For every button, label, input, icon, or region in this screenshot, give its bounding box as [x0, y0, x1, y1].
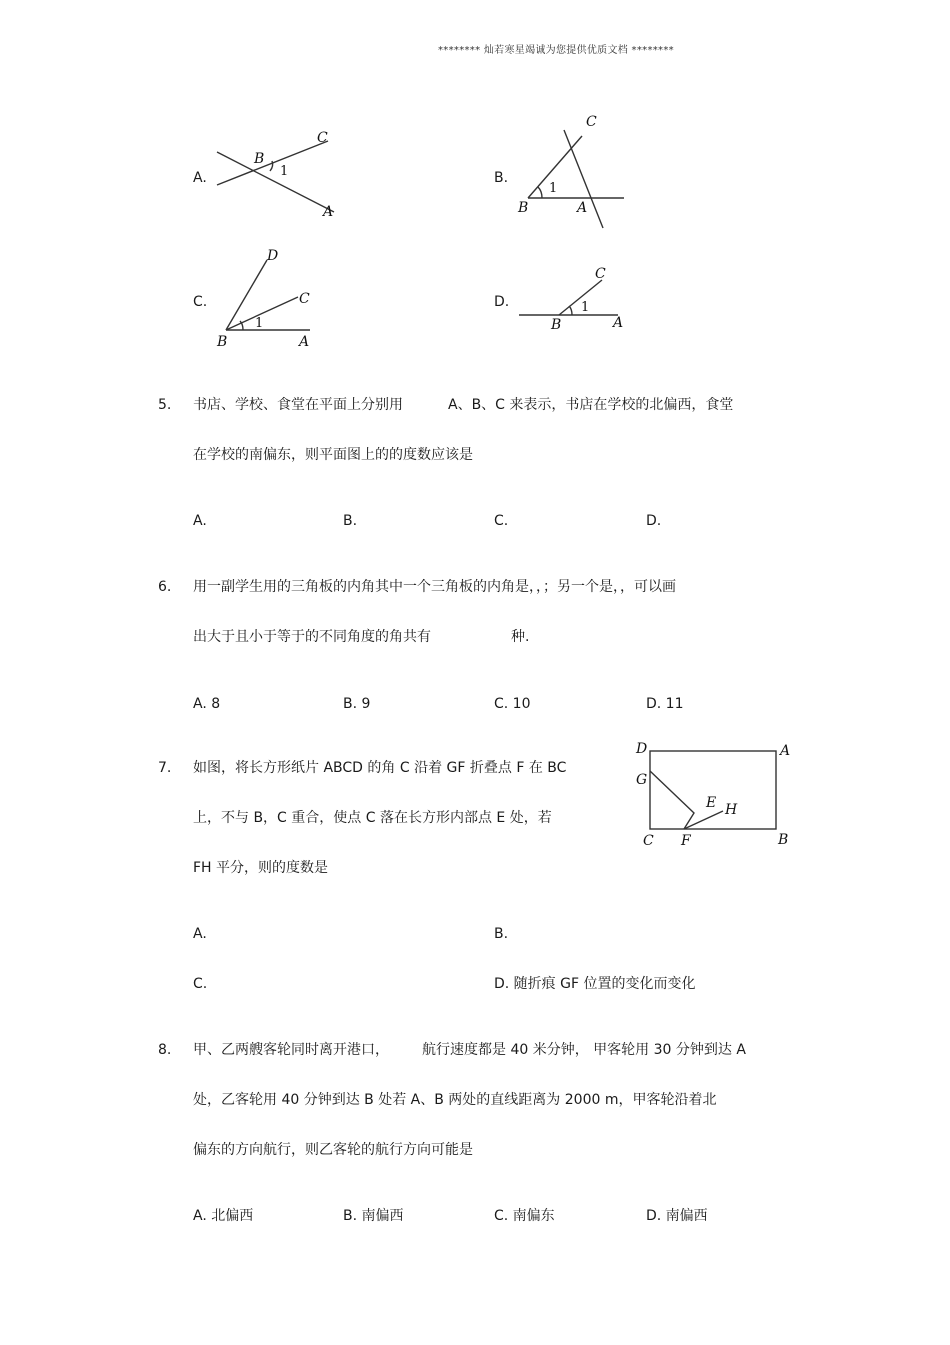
q6-text-2a: 出大于且小于等于的不同角度的角共有	[193, 629, 431, 645]
q8-option-c: C. 南偏东	[494, 1208, 555, 1224]
label-g: G	[636, 772, 648, 788]
label-a: A	[613, 315, 624, 331]
label-a: A	[780, 743, 791, 759]
label-b: B	[551, 317, 562, 333]
q6-option-a: A. 8	[193, 696, 221, 712]
q4-option-d: D.	[494, 294, 510, 310]
q7-option-b: B.	[494, 926, 509, 942]
q5-text-2: 在学校的南偏东，则平面图上的的度数应该是	[193, 447, 473, 463]
label-h: H	[725, 802, 738, 818]
label-d: D	[267, 248, 279, 264]
page-header: ******** 灿若寒星竭诚为您提供优质文档 ********	[438, 45, 674, 56]
q7-text-3: FH 平分，则的度数是	[193, 860, 329, 876]
q6-number: 6.	[158, 579, 172, 595]
q4-option-b: B.	[494, 170, 509, 186]
q8-text-1b: 航行速度都是 40 米分钟， 甲客轮用 30 分钟到达 A	[422, 1042, 746, 1058]
q4-figure-c	[212, 245, 322, 350]
q8-text-3: 偏东的方向航行，则乙客轮的航行方向可能是	[193, 1142, 473, 1158]
label-c: C	[299, 291, 310, 307]
q8-text-1a: 甲、乙两艘客轮同时离开港口，	[193, 1042, 389, 1058]
q8-option-b: B. 南偏西	[343, 1208, 404, 1224]
q5-text-1b: A、B、C 来表示，书店在学校的北偏西，食堂	[448, 397, 734, 413]
q7-option-a: A.	[193, 926, 207, 942]
label-b: B	[778, 832, 789, 848]
q8-text-2: 处，乙客轮用 40 分钟到达 B 处若 A、B 两处的直线距离为 2000 m，甲客轮沿着北	[193, 1092, 717, 1108]
q4-option-c: C.	[193, 294, 208, 310]
q8-option-d: D. 南偏西	[646, 1208, 708, 1224]
label-c: C	[595, 266, 606, 282]
label-angle-1: 1	[280, 164, 289, 179]
q7-option-d: D. 随折痕 GF 位置的变化而变化	[494, 976, 696, 992]
label-b: B	[217, 334, 228, 350]
q5-option-c: C.	[494, 513, 509, 529]
label-b: B	[518, 200, 529, 216]
label-c: C	[643, 833, 654, 849]
q4-option-a: A.	[193, 170, 207, 186]
q6-option-b: B. 9	[343, 696, 371, 712]
q6-option-d: D. 11	[646, 696, 684, 712]
q8-option-a: A. 北偏西	[193, 1208, 254, 1224]
q7-text-2: 上，不与 B，C 重合，使点 C 落在长方形内部点 E 处，若	[193, 810, 552, 826]
q7-option-c: C.	[193, 976, 208, 992]
label-c: C	[317, 130, 328, 146]
label-a: A	[577, 200, 588, 216]
label-b: B	[254, 151, 265, 167]
q6-text-2b: 种.	[511, 629, 530, 645]
label-angle-1: 1	[581, 300, 590, 315]
q4-figure-b	[514, 110, 629, 232]
q5-text-1a: 书店、学校、食堂在平面上分别用	[193, 397, 403, 413]
q8-number: 8.	[158, 1042, 172, 1058]
q6-option-c: C. 10	[494, 696, 531, 712]
label-a: A	[299, 334, 310, 350]
label-angle-1: 1	[549, 181, 558, 196]
q7-figure-rectangle	[632, 738, 797, 853]
q5-option-d: D.	[646, 513, 662, 529]
q5-number: 5.	[158, 397, 172, 413]
q5-option-b: B.	[343, 513, 358, 529]
label-a: A	[323, 204, 334, 220]
q4-figure-d	[514, 260, 629, 335]
label-c: C	[586, 114, 597, 130]
q6-text-1: 用一副学生用的三角板的内角其中一个三角板的内角是，，；另一个是，，可以画	[193, 579, 676, 595]
q5-option-a: A.	[193, 513, 207, 529]
label-e: E	[706, 795, 717, 811]
q7-text-1: 如图，将长方形纸片 ABCD 的角 C 沿着 GF 折叠点 F 在 BC	[193, 760, 567, 776]
q4-figure-a	[212, 125, 342, 220]
label-d: D	[636, 741, 648, 757]
label-f: F	[681, 833, 691, 849]
label-angle-1: 1	[255, 316, 264, 331]
q7-number: 7.	[158, 760, 172, 776]
